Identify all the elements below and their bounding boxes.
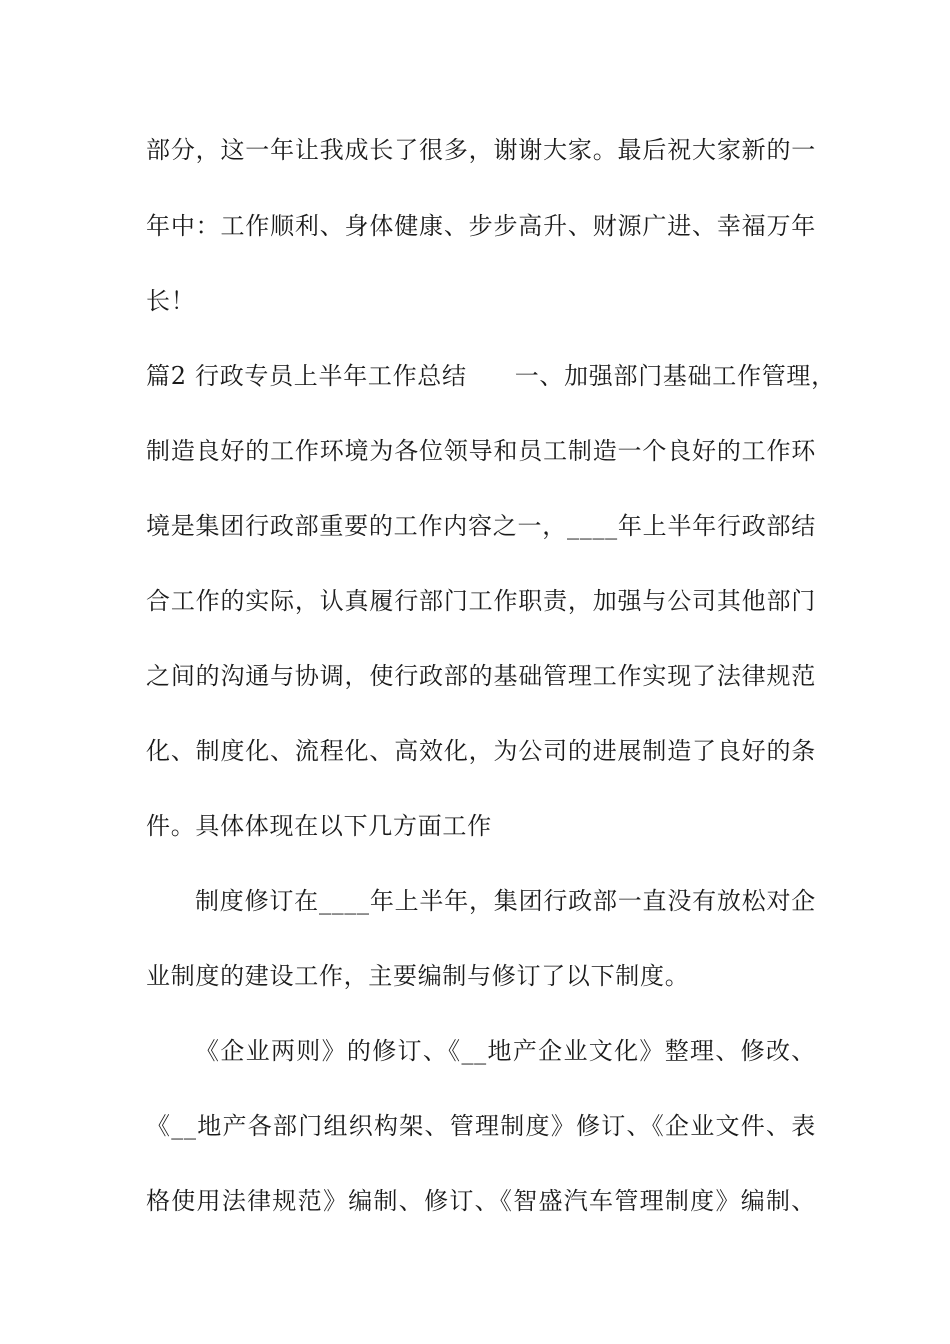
section-first-point: 一、加强部门基础工作管理， (514, 362, 836, 390)
text-line: 合工作的实际，认真履行部门工作职责，加强与公司其他部门 (146, 587, 816, 615)
text-line: 年中：工作顺利、身体健康、步步高升、财源广进、幸福万年 (146, 212, 816, 240)
paragraph-first-line: 《企业两则》的修订、《__地产企业文化》整理、修改、 (195, 1037, 816, 1065)
text-line: 格使用法律规范》编制、修订、《智盛汽车管理制度》编制、 (146, 1187, 816, 1215)
section-title: 篇2 行政专员上半年工作总结 (146, 362, 467, 390)
text-line: 制造良好的工作环境为各位领导和员工制造一个良好的工作环 (146, 437, 816, 465)
paragraph-first-line: 制度修订在____年上半年，集团行政部一直没有放松对企 (195, 887, 816, 915)
text-line: 件。具体体现在以下几方面工作 (146, 812, 492, 840)
text-line: 部分，这一年让我成长了很多，谢谢大家。最后祝大家新的一 (146, 136, 816, 164)
text-line: 长！ (146, 287, 196, 315)
text-line: 业制度的建设工作，主要编制与修订了以下制度。 (146, 962, 690, 990)
text-line: 《__地产各部门组织构架、管理制度》修订、《企业文件、表 (146, 1112, 816, 1140)
text-line: 之间的沟通与协调，使行政部的基础管理工作实现了法律规范 (146, 662, 816, 690)
text-line: 境是集团行政部重要的工作内容之一，____年上半年行政部结 (146, 512, 816, 540)
section-heading-line (146, 356, 836, 396)
text-line: 化、制度化、流程化、高效化，为公司的进展制造了良好的条 (146, 737, 816, 765)
